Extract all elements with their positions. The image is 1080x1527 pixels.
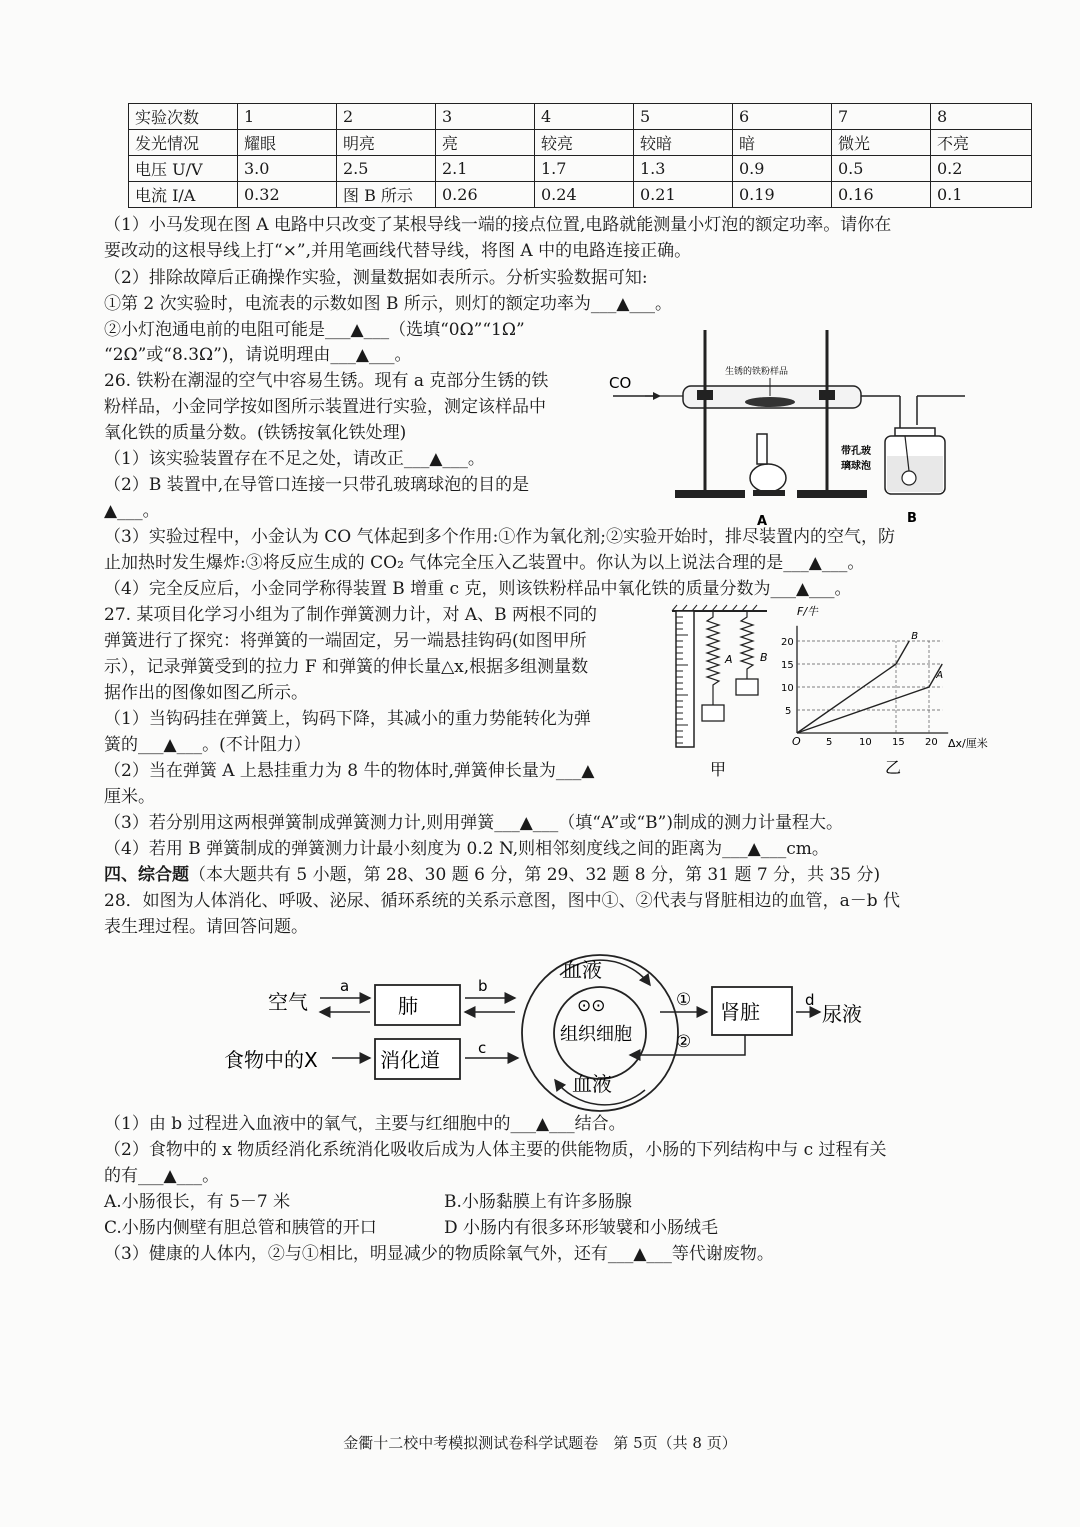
q28-2-line1: （2）食物中的 x 物质经消化系统消化吸收后成为人体主要的供能物质，小肠的下列结构中与 c 过程有关	[104, 1140, 887, 1160]
iron-powder-sample	[745, 397, 795, 407]
table-cell: 1.7	[535, 156, 634, 182]
label-d: d	[805, 991, 815, 1009]
table-cell: 较亮	[535, 130, 634, 156]
q28-stem-2: 表生理过程。请回答问题。	[104, 917, 308, 937]
q27-1-line2: 簧的___▲___。(不计阻力）	[104, 735, 311, 755]
sample-label: 生锈的铁粉样品	[725, 367, 789, 377]
table-cell: 0.1	[931, 182, 1032, 208]
fig26-apparatus	[605, 330, 980, 530]
y-tick-label: 20	[781, 637, 794, 648]
table-cell: 暗	[733, 130, 832, 156]
spring-b	[741, 611, 753, 679]
kidney-label: 肾脏	[720, 1000, 760, 1024]
tissue-label: 组织细胞	[560, 1024, 632, 1045]
chart-ylabel: F/牛	[797, 605, 819, 618]
q27-3: （3）若分别用这两根弹簧制成弹簧测力计,则用弹簧___▲___（填“A”或“B”)制成的测力计量程大。	[104, 813, 843, 833]
section-4-title: 四、综合题	[104, 865, 189, 885]
label-b: b	[478, 977, 488, 995]
y-tick-label: 15	[781, 660, 794, 671]
air-label: 空气	[268, 990, 308, 1014]
table-cell: 0.24	[535, 182, 634, 208]
table-cell: 2.1	[436, 156, 535, 182]
ruler	[676, 611, 694, 747]
series-A-line	[797, 664, 942, 733]
q26-2-line1: （2）B 装置中,在导管口连接一只带孔玻璃球泡的目的是	[104, 475, 530, 495]
q26-3-line2: 止加热时发生爆炸:③将反应生成的 CO₂ 气体完全压入乙装置中。你认为以上说法合理的是___▲___。	[104, 553, 865, 573]
cells-icon: ⊙⊙	[577, 996, 606, 1016]
spring-a	[707, 611, 719, 705]
q25-2b-line1: ②小灯泡通电前的电阻可能是___▲___（选填“0Ω”“1Ω”	[104, 320, 525, 340]
option-b: B.小肠黏膜上有许多肠腺	[444, 1192, 632, 1212]
table-row	[129, 182, 1032, 208]
y-tick-label: 5	[785, 706, 792, 717]
table-cell: 明亮	[337, 130, 436, 156]
q25-2a: ①第 2 次实验时，电流表的示数如图 B 所示，则灯的额定功率为___▲___。	[104, 294, 672, 314]
table-cell: 较暗	[634, 130, 733, 156]
table-cell: 图 B 所示	[337, 182, 436, 208]
table-cell: 8	[931, 104, 1032, 130]
label-b: B	[907, 511, 917, 526]
spring-a-label: A	[725, 653, 733, 666]
blood-bottom-label: 血液	[572, 1072, 612, 1096]
q27-stem-3: 示），记录弹簧受到的拉力 F 和弹簧的伸长量△x,根据多组测量数	[104, 657, 589, 677]
x-tick-label: 5	[826, 737, 833, 748]
q26-4: （4）完全反应后，小金同学称得装置 B 增重 c 克，则该铁粉样品中氧化铁的质量分数为___▲___。	[104, 579, 852, 599]
table-row	[129, 130, 1032, 156]
table-cell: 7	[832, 104, 931, 130]
option-c: C.小肠内侧壁有胆总管和胰管的开口	[104, 1218, 377, 1238]
table-cell: 5	[634, 104, 733, 130]
x-tick-label: 20	[925, 737, 938, 748]
table-cell: 0.5	[832, 156, 931, 182]
table-row	[129, 104, 1032, 130]
table-row	[129, 156, 1032, 182]
y-tick-label: 10	[781, 683, 794, 694]
fig27-springs	[672, 605, 782, 780]
q26-stem-2: 粉样品，小金同学按如图所示装置进行实验，测定该样品中	[104, 397, 546, 417]
table-cell: 4	[535, 104, 634, 130]
section-4-heading	[104, 863, 980, 887]
table-cell: 不亮	[931, 130, 1032, 156]
option-a: A.小肠很长，有 5－7 米	[104, 1192, 291, 1212]
table-cell: 0.16	[832, 182, 931, 208]
spring-b-label: B	[760, 651, 768, 664]
q27-2-line2: 厘米。	[104, 787, 155, 807]
table-cell: 6	[733, 104, 832, 130]
table-cell: 3	[436, 104, 535, 130]
series-A-label: A	[936, 670, 944, 681]
table-cell: 0.21	[634, 182, 733, 208]
blood-top-label: 血液	[562, 958, 602, 982]
q26-1: （1）该实验装置存在不足之处，请改正___▲___。	[104, 449, 485, 469]
table-cell: 电压 U/V	[129, 156, 238, 182]
urine-label: 尿液	[822, 1002, 862, 1026]
food-label: 食物中的X	[224, 1048, 318, 1072]
q27-4: （4）若用 B 弹簧制成的弹簧测力计最小刻度为 0.2 N,则相邻刻度线之间的距离为___▲___cm。	[104, 839, 829, 859]
label-a: A	[757, 514, 768, 529]
glass-bulb	[902, 471, 916, 485]
table-cell: 实验次数	[129, 104, 238, 130]
q25-1-line1: （1）小马发现在图 A 电路中只改变了某根导线一端的接点位置,电路就能测量小灯泡的额定功率。请你在	[104, 215, 892, 235]
bulb-label-1: 带孔玻	[841, 446, 871, 457]
co-label: CO	[609, 374, 632, 392]
q25-1-line2: 要改动的这根导线上打“×”,并用笔画线代替导线，将图 A 中的电路连接正确。	[104, 241, 692, 261]
q27-stem-2: 弹簧进行了探究：将弹簧的一端固定，另一端悬挂钩码(如图甲所	[104, 631, 587, 651]
vessel-2-label: ②	[676, 1032, 692, 1052]
table-cell: 3.0	[238, 156, 337, 182]
q26-stem-3: 氧化铁的质量分数。(铁锈按氧化铁处理)	[104, 423, 407, 443]
label-c: c	[478, 1039, 487, 1057]
table-cell: 0.9	[733, 156, 832, 182]
table-cell: 1	[238, 104, 337, 130]
table-cell: 1.3	[634, 156, 733, 182]
lung-label: 肺	[398, 994, 418, 1018]
q28-2-line2: 的有___▲___。	[104, 1166, 220, 1186]
q25-2: （2）排除故障后正确操作实验，测量数据如表所示。分析实验数据可知:	[104, 268, 648, 288]
chart-xlabel: Δx/厘米	[948, 737, 988, 750]
table-cell: 2	[337, 104, 436, 130]
section-4-note: （本大题共有 5 小题，第 28、30 题 6 分，第 29、32 题 8 分，第 31 题 7 分，共 35 分)	[189, 865, 881, 885]
table-cell: 0.32	[238, 182, 337, 208]
q27-stem-4: 据作出的图像如图乙所示。	[104, 683, 308, 703]
q27-1-line1: （1）当钩码挂在弹簧上，钩码下降，其减小的重力势能转化为弹	[104, 709, 591, 729]
table-cell: 0.26	[436, 182, 535, 208]
caption-yi: 乙	[885, 758, 902, 777]
q26-2-line2: ▲___。	[104, 501, 160, 521]
series-B-label: B	[911, 631, 919, 642]
q28-1: （1）由 b 过程进入血液中的氧气，主要与红细胞中的___▲___结合。	[104, 1114, 626, 1134]
x-tick-label: 15	[892, 737, 905, 748]
table-cell: 0.2	[931, 156, 1032, 182]
fig28-diagram	[220, 945, 870, 1110]
alcohol-lamp	[750, 464, 786, 492]
q27-stem-1: 27. 某项目化学习小组为了制作弹簧测力计，对 A、B 两根不同的	[104, 605, 598, 625]
q25-2b-line2: “2Ω”或“8.3Ω”)，请说明理由___▲___。	[104, 345, 412, 365]
q26-3-line1: （3）实验过程中，小金认为 CO 气体起到多个作用:①作为氧化剂;②实验开始时，排尽装置内的空气，防	[104, 527, 896, 547]
table-cell: 亮	[436, 130, 535, 156]
table-cell: 微光	[832, 130, 931, 156]
q28-3: （3）健康的人体内，②与①相比，明显减少的物质除氧气外，还有___▲___等代谢废物。	[104, 1244, 774, 1264]
option-d: D 小肠内有很多环形皱襞和小肠绒毛	[444, 1218, 719, 1238]
bulb-label-2: 璃球泡	[841, 461, 871, 472]
x-tick-label: 10	[859, 737, 872, 748]
caption-jia: 甲	[710, 760, 727, 779]
table-cell: 2.5	[337, 156, 436, 182]
data-table	[128, 103, 1032, 208]
chart-origin: O	[792, 735, 801, 748]
label-a: a	[340, 977, 350, 995]
table-cell: 电流 I/A	[129, 182, 238, 208]
q27-2-line1: （2）当在弹簧 A 上悬挂重力为 8 牛的物体时,弹簧伸长量为___▲	[104, 761, 595, 781]
table-cell: 耀眼	[238, 130, 337, 156]
q26-stem-1: 26. 铁粉在潮湿的空气中容易生锈。现有 a 克部分生锈的铁	[104, 371, 549, 391]
gut-label: 消化道	[380, 1048, 440, 1072]
table-cell: 0.19	[733, 182, 832, 208]
fig27-chart	[781, 605, 1030, 780]
page-footer: 金衢十二校中考模拟测试卷科学试题卷 第 5页（共 8 页）	[343, 1434, 737, 1452]
vessel-1-label: ①	[676, 990, 692, 1010]
table-cell: 发光情况	[129, 130, 238, 156]
q28-stem-1: 28．如图为人体消化、呼吸、泌尿、循环系统的关系示意图，图中①、②代表与肾脏相边的血管，a－b 代	[104, 891, 901, 911]
